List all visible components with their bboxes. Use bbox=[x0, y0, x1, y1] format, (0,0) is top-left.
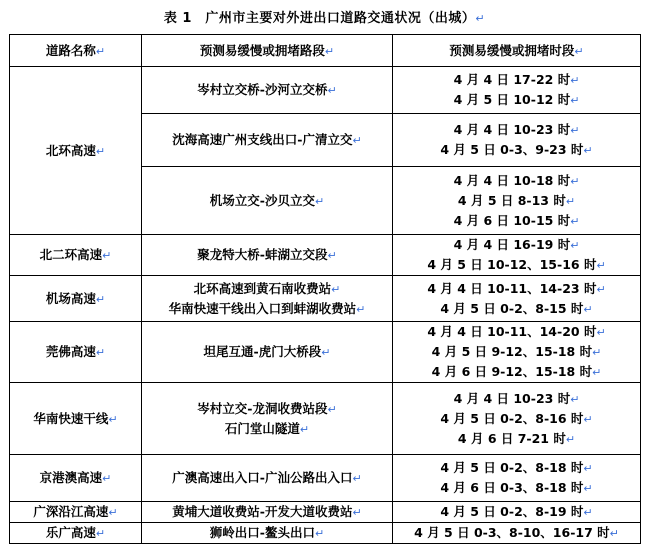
time-line: 4 月 5 日 0-3、8-10、16-17 时↵ bbox=[414, 525, 619, 540]
time-line: 4 月 5 日 0-3、9-23 时↵ bbox=[440, 142, 593, 157]
section-line: 岑村立交-龙洞收费站段↵ bbox=[197, 400, 337, 416]
section-cell bbox=[142, 455, 393, 502]
time-line: 4 月 4 日 10-11、14-23 时↵ bbox=[427, 280, 606, 296]
table-row bbox=[10, 235, 641, 276]
paragraph-mark-icon: ↵ bbox=[592, 346, 602, 359]
table-row bbox=[10, 502, 641, 523]
table-body bbox=[10, 67, 641, 544]
time-cell bbox=[393, 322, 641, 383]
time-line: 4 月 5 日 0-2、8-15 时↵ bbox=[440, 300, 593, 316]
road-name-cell: 北二环高速↵ bbox=[10, 235, 142, 276]
section-cell bbox=[142, 383, 393, 455]
paragraph-mark-icon: ↵ bbox=[95, 144, 106, 158]
section-line: 机场立交-沙贝立交↵ bbox=[209, 192, 325, 208]
paragraph-mark-icon: ↵ bbox=[583, 506, 593, 519]
paragraph-mark-icon: ↵ bbox=[95, 527, 106, 540]
paragraph-mark-icon: ↵ bbox=[583, 302, 593, 316]
table-title-text: 表 1 广州市主要对外进出口道路交通状况（出城） bbox=[163, 11, 476, 26]
time-cell bbox=[393, 114, 641, 167]
section-cell bbox=[142, 276, 393, 322]
time-line: 4 月 6 日 9-12、15-18 时↵ bbox=[431, 364, 602, 379]
paragraph-mark-icon: ↵ bbox=[352, 506, 362, 519]
section-line: 坦尾互通-虎门大桥段↵ bbox=[203, 344, 331, 359]
section-cell bbox=[142, 167, 393, 235]
time-line: 4 月 5 日 10-12 时↵ bbox=[453, 92, 580, 107]
table-row bbox=[10, 455, 641, 502]
table-row bbox=[10, 67, 641, 114]
paragraph-mark-icon: ↵ bbox=[327, 402, 337, 416]
time-line: 4 月 5 日 8-13 时↵ bbox=[457, 192, 576, 208]
road-name-cell: 华南快速干线↵ bbox=[10, 383, 142, 455]
road-name-cell: 北环高速↵ bbox=[10, 67, 142, 235]
paragraph-mark-icon: ↵ bbox=[95, 44, 106, 58]
paragraph-mark-icon: ↵ bbox=[356, 302, 366, 316]
time-cell bbox=[393, 502, 641, 523]
time-cell bbox=[393, 383, 641, 455]
paragraph-mark-icon: ↵ bbox=[583, 462, 593, 475]
section-cell bbox=[142, 523, 393, 544]
paragraph-mark-icon: ↵ bbox=[314, 194, 325, 208]
section-cell bbox=[142, 114, 393, 167]
paragraph-mark-icon: ↵ bbox=[596, 259, 606, 272]
table-row bbox=[10, 322, 641, 383]
time-line: 4 月 4 日 10-23 时↵ bbox=[453, 122, 580, 137]
paragraph-mark-icon: ↵ bbox=[95, 346, 106, 359]
paragraph-mark-icon: ↵ bbox=[565, 194, 576, 208]
road-name-cell: 机场高速↵ bbox=[10, 276, 142, 322]
section-line: 华南快速干线出入口到蚌湖收费站↵ bbox=[168, 300, 366, 316]
paragraph-mark-icon: ↵ bbox=[570, 94, 580, 107]
section-cell bbox=[142, 322, 393, 383]
paragraph-mark-icon: ↵ bbox=[570, 239, 580, 252]
time-line: 4 月 5 日 10-12、15-16 时↵ bbox=[427, 257, 606, 272]
header-row bbox=[10, 35, 641, 67]
paragraph-mark-icon: ↵ bbox=[592, 366, 602, 379]
paragraph-mark-icon: ↵ bbox=[609, 527, 619, 540]
road-name-cell: 莞佛高速↵ bbox=[10, 322, 142, 383]
paragraph-mark-icon: ↵ bbox=[570, 174, 580, 188]
paragraph-mark-icon: ↵ bbox=[570, 392, 580, 406]
section-line: 岑村立交桥-沙河立交桥↵ bbox=[197, 82, 337, 97]
paragraph-mark-icon: ↵ bbox=[102, 249, 112, 262]
paragraph-mark-icon: ↵ bbox=[352, 134, 362, 147]
time-cell bbox=[393, 67, 641, 114]
road-name-cell: 京港澳高速↵ bbox=[10, 455, 142, 502]
section-line: 广澳高速出入口-广汕公路出入口↵ bbox=[172, 470, 362, 485]
paragraph-mark-icon: ↵ bbox=[321, 346, 331, 359]
time-line: 4 月 4 日 17-22 时↵ bbox=[453, 72, 580, 87]
time-cell bbox=[393, 276, 641, 322]
paragraph-mark-icon: ↵ bbox=[352, 472, 362, 485]
section-line: 北环高速到黄石南收费站↵ bbox=[193, 280, 341, 296]
time-cell bbox=[393, 167, 641, 235]
paragraph-mark-icon: ↵ bbox=[583, 144, 593, 157]
time-cell bbox=[393, 523, 641, 544]
paragraph-mark-icon: ↵ bbox=[108, 506, 118, 519]
paragraph-mark-icon: ↵ bbox=[299, 422, 310, 436]
road-name-cell: 乐广高速↵ bbox=[10, 523, 142, 544]
time-line: 4 月 4 日 10-11、14-20 时↵ bbox=[427, 324, 606, 339]
time-line: 4 月 6 日 10-15 时↵ bbox=[453, 212, 580, 228]
section-cell bbox=[142, 235, 393, 276]
time-line: 4 月 4 日 10-18 时↵ bbox=[453, 172, 580, 188]
section-line: 黄埔大道收费站-开发大道收费站↵ bbox=[172, 504, 362, 519]
section-line: 石门堂山隧道↵ bbox=[224, 420, 310, 436]
time-line: 4 月 5 日 0-2、8-19 时↵ bbox=[440, 504, 593, 519]
table-row bbox=[10, 523, 641, 544]
section-line: 聚龙特大桥-蚌湖立交段↵ bbox=[197, 247, 337, 262]
table-row bbox=[10, 276, 641, 322]
paragraph-mark-icon: ↵ bbox=[327, 249, 337, 262]
paragraph-mark-icon: ↵ bbox=[314, 527, 325, 540]
section-cell bbox=[142, 502, 393, 523]
paragraph-mark-icon: ↵ bbox=[596, 326, 606, 339]
header-section: 预测易缓慢或拥堵路段↵ bbox=[142, 35, 393, 67]
time-line: 4 月 5 日 9-12、15-18 时↵ bbox=[431, 344, 602, 359]
section-line: 沈海高速广州支线出口-广清立交↵ bbox=[172, 132, 362, 147]
paragraph-mark-icon: ↵ bbox=[327, 84, 337, 97]
header-time: 预测易缓慢或拥堵时段↵ bbox=[393, 35, 641, 67]
paragraph-mark-icon: ↵ bbox=[570, 74, 580, 87]
section-line: 狮岭出口-鳌头出口↵ bbox=[209, 525, 325, 540]
time-line: 4 月 6 日 0-3、8-18 时↵ bbox=[440, 480, 593, 495]
time-line: 4 月 5 日 0-2、8-18 时↵ bbox=[440, 460, 593, 475]
time-line: 4 月 5 日 0-2、8-16 时↵ bbox=[440, 410, 593, 426]
section-cell bbox=[142, 67, 393, 114]
paragraph-mark-icon: ↵ bbox=[95, 292, 106, 306]
paragraph-mark-icon: ↵ bbox=[583, 482, 593, 495]
paragraph-mark-icon: ↵ bbox=[565, 432, 576, 446]
paragraph-mark-icon: ↵ bbox=[331, 282, 341, 296]
table-title bbox=[0, 7, 649, 26]
paragraph-mark-icon: ↵ bbox=[475, 12, 486, 25]
road-name-cell: 广深沿江高速↵ bbox=[10, 502, 142, 523]
table-row bbox=[10, 383, 641, 455]
traffic-table bbox=[9, 34, 641, 544]
paragraph-mark-icon: ↵ bbox=[102, 472, 112, 485]
paragraph-mark-icon: ↵ bbox=[324, 44, 335, 58]
paragraph-mark-icon: ↵ bbox=[583, 412, 593, 426]
time-line: 4 月 4 日 10-23 时↵ bbox=[453, 390, 580, 406]
paragraph-mark-icon: ↵ bbox=[570, 214, 580, 228]
paragraph-mark-icon: ↵ bbox=[570, 124, 580, 137]
time-line: 4 月 4 日 16-19 时↵ bbox=[453, 237, 580, 252]
header-road: 道路名称↵ bbox=[10, 35, 142, 67]
time-cell bbox=[393, 455, 641, 502]
paragraph-mark-icon: ↵ bbox=[108, 412, 118, 426]
paragraph-mark-icon: ↵ bbox=[596, 282, 606, 296]
paragraph-mark-icon: ↵ bbox=[574, 44, 584, 58]
time-cell bbox=[393, 235, 641, 276]
time-line: 4 月 6 日 7-21 时↵ bbox=[457, 430, 576, 446]
